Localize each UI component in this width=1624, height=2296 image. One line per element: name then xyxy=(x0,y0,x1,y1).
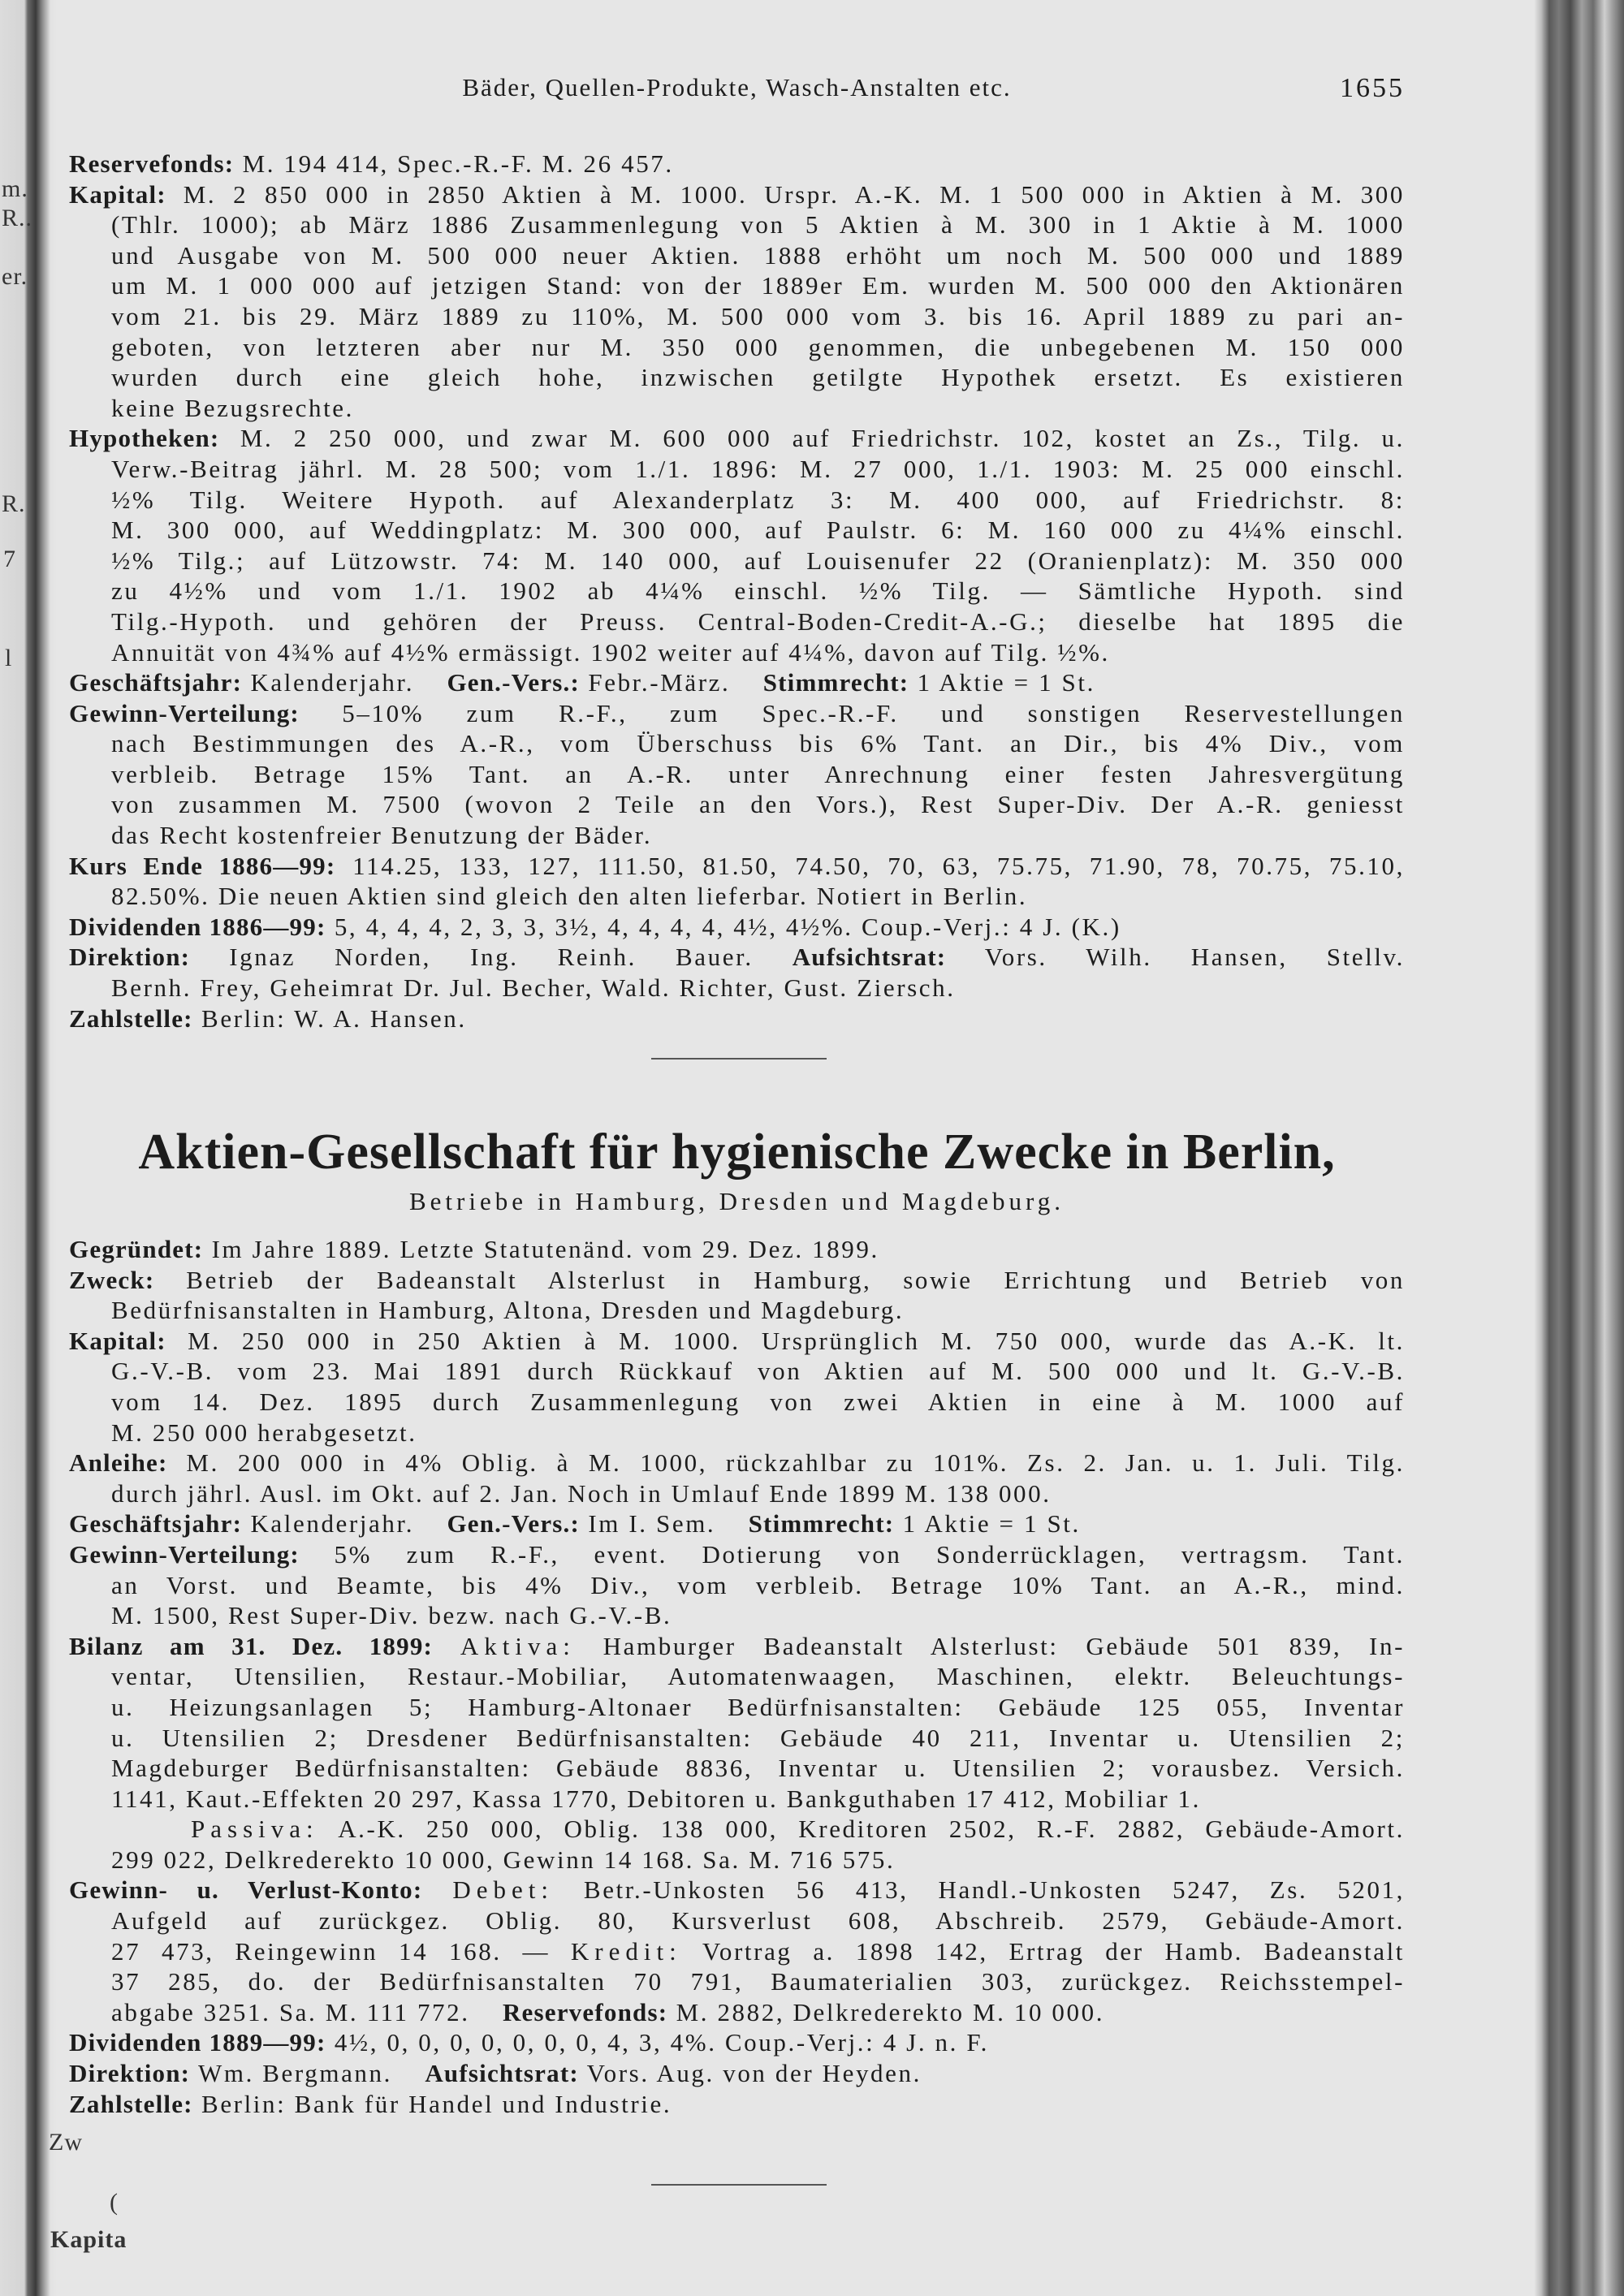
text-line xyxy=(69,1692,1405,1723)
entry-text: Febr.-März. xyxy=(580,668,739,697)
text-line xyxy=(69,393,1405,424)
text-line xyxy=(69,942,1405,973)
entry xyxy=(69,912,1405,943)
margin-fragment: ( xyxy=(110,2189,119,2216)
page-edge-right xyxy=(1535,0,1624,2296)
entry xyxy=(69,1265,1405,1326)
entry-text: Annuität von 4¾% auf 4½% ermässigt. 1902 weiter auf 4¼%, davon auf Tilg. ½%. xyxy=(111,637,1110,667)
text-line xyxy=(69,270,1405,301)
entry xyxy=(69,667,1405,698)
text-line xyxy=(69,423,1405,454)
entry-label: Dividenden 1889—99: xyxy=(69,2028,326,2057)
entry-text: M. 300 000, auf Weddingplatz: M. 300 000, auf Paulstr. 6: M. 160 000 zu 4¼% einschl. xyxy=(111,516,1405,545)
entry xyxy=(69,1003,1405,1034)
entry-label: Stimmrecht: xyxy=(748,1509,895,1539)
margin-fragment: m. xyxy=(2,175,28,202)
entry-text: M. 2882, Delkrederekto M. 10 000. xyxy=(667,1997,1105,2026)
entry xyxy=(69,179,1405,424)
entry-text: 1 Aktie = 1 St. xyxy=(909,668,1095,697)
entry-text: keine Bezugsrechte. xyxy=(111,393,355,422)
text-line xyxy=(69,1784,1405,1815)
entry-label: Kapital: xyxy=(69,1326,166,1355)
entry-text: Betrieb der Badeanstalt Alsterlust in Hamburg, sowie Errichtung und Betrieb von xyxy=(154,1265,1405,1294)
text-line xyxy=(69,1508,1405,1539)
entry-label: Dividenden 1886—99: xyxy=(69,912,326,941)
entry-label: Anleihe: xyxy=(69,1448,168,1478)
entry-text: verbleib. Betrage 15% Tant. an A.-R. unter Anrechnung einer festen Jahresvergütung xyxy=(111,759,1405,788)
entry-text: Berlin: Bank für Handel und Industrie. xyxy=(192,2089,672,2118)
margin-fragment: Kapita xyxy=(50,2226,127,2253)
text-line xyxy=(69,576,1405,606)
entry-text xyxy=(433,1632,460,1660)
text-line xyxy=(69,1661,1405,1692)
text-line xyxy=(69,546,1405,576)
text-line xyxy=(69,1295,1405,1326)
entry-text: 299 022, Delkrederekto 10 000, Gewinn 14 168. Sa. M. 716 575. xyxy=(111,1845,896,1874)
text-line xyxy=(69,485,1405,516)
text-line xyxy=(69,851,1405,882)
entry-label: Direktion: xyxy=(69,2059,191,2088)
entry-text: A.-K. 250 000, Oblig. 138 000, Kreditoren 2502, R.-F. 2882, Gebäude-Amort. xyxy=(318,1815,1405,1844)
text-line xyxy=(69,698,1405,729)
entry-label: Bilanz am 31. Dez. 1899: xyxy=(69,1631,434,1660)
entry-text: nach Bestimmungen des A.-R., vom Überschuss bis 6% Tant. an Dir., bis 4% Div., vom xyxy=(111,729,1405,758)
margin-fragment: R. xyxy=(2,490,26,517)
entry-text: M. 200 000 in 4% Oblig. à M. 1000, rückzahlbar zu 101%. Zs. 2. Jan. u. 1. Juli. Tilg. xyxy=(167,1448,1405,1478)
entry-text: vom 14. Dez. 1895 durch Zusammenlegung von zwei Aktien in eine à M. 1000 auf xyxy=(111,1387,1405,1416)
text-line xyxy=(69,1448,1405,1478)
entry-text: ½% Tilg. Weitere Hypoth. auf Alexanderplatz 3: M. 400 000, auf Friedrichstr. 8: xyxy=(111,485,1405,514)
text-line xyxy=(69,912,1405,943)
entry-text: 37 285, do. der Bedürfnisanstalten 70 791, Baumaterialien 303, zurückgez. Reichsstempel- xyxy=(111,1967,1405,1996)
entry-text: M. 250 000 in 250 Aktien à M. 1000. Ursprünglich M. 750 000, wurde das A.-K. lt. xyxy=(166,1326,1405,1355)
entry-label: Zahlstelle: xyxy=(69,2089,193,2118)
entry-text: und Ausgabe von M. 500 000 neuer Aktien. 1888 erhöht um noch M. 500 000 und 1889 xyxy=(111,240,1405,270)
entry-text: Hamburger Badeanstalt Alsterlust: Gebäude 501 839, In- xyxy=(575,1631,1406,1660)
text-line xyxy=(69,1387,1405,1418)
section-divider xyxy=(651,1058,827,1060)
entry-text: M. 2 850 000 in 2850 Aktien à M. 1000. Urspr. A.-K. M. 1 500 000 in Aktien à M. 300 xyxy=(166,179,1405,209)
text-line xyxy=(69,1723,1405,1754)
entry-text: Vors. Aug. von der Heyden. xyxy=(578,2059,922,2088)
text-line xyxy=(69,1265,1405,1296)
entry xyxy=(69,1875,1405,2027)
text-line xyxy=(69,362,1405,393)
text-line xyxy=(69,1600,1405,1631)
text-line xyxy=(69,1814,1405,1845)
text-line xyxy=(69,515,1405,546)
text-line xyxy=(69,1356,1405,1387)
entry-text: 5–10% zum R.-F., zum Spec.-R.-F. und sonstigen Reservestellungen xyxy=(299,698,1405,727)
entry-label: Reservefonds: xyxy=(69,149,235,178)
entry-label: Geschäftsjahr: xyxy=(69,668,243,697)
entry-label: Gen.-Vers.: xyxy=(447,1509,581,1539)
text-line xyxy=(69,240,1405,271)
text-line xyxy=(69,1875,1405,1905)
text-line xyxy=(69,149,1405,179)
entry-text: Vortrag a. 1898 142, Ertrag der Hamb. Badeanstalt xyxy=(681,1936,1405,1966)
entry xyxy=(69,2058,1405,2089)
entry-text: M. 250 000 herabgesetzt. xyxy=(111,1418,417,1447)
entry-text: an Vorst. und Beamte, bis 4% Div., vom verbleib. Betrage 10% Tant. an A.-R., mind. xyxy=(111,1570,1405,1599)
text-line xyxy=(69,1997,1405,2028)
entry-text: von zusammen M. 7500 (wovon 2 Teile an den Vors.), Rest Super-Div. Der A.-R. geniesst xyxy=(111,790,1405,819)
text-line xyxy=(69,1003,1405,1034)
entry-text: u. Heizungsanlagen 5; Hamburg-Altonaer Bedürfnisanstalten: Gebäude 125 055, Inventar xyxy=(111,1692,1405,1721)
page-number: 1655 xyxy=(1340,73,1405,103)
entry xyxy=(69,1631,1405,1875)
text-line xyxy=(69,301,1405,332)
spaced-label: Debet: xyxy=(452,1875,554,1905)
entry-text: 4½, 0, 0, 0, 0, 0, 0, 0, 4, 3, 4%. Coup.-Verj.: 4 J. n. F. xyxy=(326,2028,990,2057)
entry-label: Stimmrecht: xyxy=(762,668,909,697)
text-line xyxy=(69,1631,1405,1662)
section-previous-company xyxy=(69,149,1405,1034)
entry-text: Ignaz Norden, Ing. Reinh. Bauer. xyxy=(190,943,793,972)
entry-text: 5, 4, 4, 4, 2, 3, 3, 3½, 4, 4, 4, 4, 4½, 4½%. Coup.-Verj.: 4 J. (K.) xyxy=(326,912,1121,941)
text-line xyxy=(69,973,1405,1003)
entry-text: G.-V.-B. vom 23. Mai 1891 durch Rückkauf von Aktien auf M. 500 000 und lt. G.-V.-B. xyxy=(111,1357,1405,1386)
text-line xyxy=(69,789,1405,820)
entry xyxy=(69,149,1405,179)
entry xyxy=(69,2089,1405,2120)
entry-text: wurden durch eine gleich hohe, inzwischen getilgte Hypothek ersetzt. Es existieren xyxy=(111,363,1405,392)
entry-label: Gen.-Vers.: xyxy=(447,668,581,697)
text-line xyxy=(69,332,1405,363)
text-line xyxy=(69,1845,1405,1875)
entry-text: Kalenderjahr. xyxy=(242,668,423,697)
entry-text: das Recht kostenfreier Benutzung der Bäder. xyxy=(111,821,653,850)
entry-label: Gewinn-Verteilung: xyxy=(69,1539,300,1569)
entry-text: um M. 1 000 000 auf jetzigen Stand: von der 1889er Em. wurden M. 500 000 den Aktionären xyxy=(111,271,1405,300)
spaced-label: Aktiva: xyxy=(460,1631,576,1660)
entry-label: Aufsichtsrat: xyxy=(425,2059,579,2088)
entry xyxy=(69,1326,1405,1448)
spaced-label: Kredit: xyxy=(570,1936,682,1966)
entry-label: Kapital: xyxy=(69,179,166,209)
text-line xyxy=(69,667,1405,698)
entry-text xyxy=(422,1875,452,1904)
text-line xyxy=(69,881,1405,912)
margin-fragment: l xyxy=(5,645,13,671)
text-line xyxy=(69,1905,1405,1936)
text-line xyxy=(69,2058,1405,2089)
entry xyxy=(69,942,1405,1003)
text-line xyxy=(69,2027,1405,2058)
text-line xyxy=(69,209,1405,240)
entry xyxy=(69,1234,1405,1265)
entry-text: 1 Aktie = 1 St. xyxy=(894,1509,1081,1539)
text-line xyxy=(69,1936,1405,1967)
margin-fragment: Zw xyxy=(49,2129,83,2156)
margin-fragment: 7 xyxy=(3,546,16,572)
entry-text: ½% Tilg.; auf Lützowstr. 74: M. 140 000, auf Louisenufer 22 (Oranienplatz): M. 350 000 xyxy=(111,546,1405,575)
entry xyxy=(69,423,1405,667)
entry-text: Berlin: W. A. Hansen. xyxy=(192,1003,467,1033)
entry xyxy=(69,1508,1405,1539)
text-line xyxy=(69,820,1405,851)
entry-text: Kalenderjahr. xyxy=(242,1509,423,1539)
entry-label: Gewinn-Verteilung: xyxy=(69,698,300,727)
text-line xyxy=(69,759,1405,790)
entry xyxy=(69,2027,1405,2058)
entry-text: Wm. Bergmann. xyxy=(190,2059,401,2088)
text-line xyxy=(69,728,1405,759)
entry-text: Im Jahre 1889. Letzte Statutenänd. vom 29. Dez. 1899. xyxy=(203,1235,879,1263)
entry-text: geboten, von letzteren aber nur M. 350 000 genommen, die unbegebenen M. 150 000 xyxy=(111,332,1405,361)
entry xyxy=(69,851,1405,912)
text-line xyxy=(69,1478,1405,1509)
entry-text: Aufgeld auf zurückgez. Oblig. 80, Kursverlust 608, Abschreib. 2579, Gebäude-Amort. xyxy=(111,1906,1405,1936)
entry-text: 1141, Kaut.-Effekten 20 297, Kassa 1770, Debitoren u. Bankguthaben 17 412, Mobiliar 1. xyxy=(111,1784,1201,1813)
entry-label: Kurs Ende 1886—99: xyxy=(69,851,336,880)
entry-text: 114.25, 133, 127, 111.50, 81.50, 74.50, 70, 63, 75.75, 71.90, 78, 70.75, 75.10, xyxy=(335,851,1405,880)
entry-label: Gewinn- u. Verlust-Konto: xyxy=(69,1875,423,1905)
text-line xyxy=(69,1539,1405,1570)
entry-text: 82.50%. Die neuen Aktien sind gleich den alten lieferbar. Notiert in Berlin. xyxy=(111,882,1028,911)
entry-text: 5% zum R.-F., event. Dotierung von Sonderrücklagen, vertragsm. Tant. xyxy=(299,1539,1405,1569)
entry-text: (Thlr. 1000); ab März 1886 Zusammenlegung von 5 Aktien à M. 300 in 1 Aktie à M. 1000 xyxy=(111,210,1405,240)
spaced-label: Passiva: xyxy=(191,1815,319,1844)
entry-text: Bernh. Frey, Geheimrat Dr. Jul. Becher, Wald. Richter, Gust. Ziersch. xyxy=(111,973,956,1003)
entry-text: Magdeburger Bedürfnisanstalten: Gebäude 8836, Inventar u. Utensilien 2; vorausbez. Versich. xyxy=(111,1754,1405,1783)
company-subtitle: Betriebe in Hamburg, Dresden und Magdeburg. xyxy=(408,1187,1065,1215)
margin-fragment: er. xyxy=(2,263,28,290)
text-line xyxy=(69,2089,1405,2120)
entry-text: Im I. Sem. xyxy=(580,1509,724,1539)
margin-fragment: R.. xyxy=(2,205,33,231)
entry-text: Verw.-Beitrag jährl. M. 28 500; vom 1./1. 1896: M. 27 000, 1./1. 1903: M. 25 000 einschl. xyxy=(111,454,1405,483)
entry-text: M. 1500, Rest Super-Div. bezw. nach G.-V.-B. xyxy=(111,1601,672,1630)
entry-label: Geschäftsjahr: xyxy=(69,1509,243,1539)
entry xyxy=(69,1539,1405,1631)
entry-text: Vors. Wilh. Hansen, Stellv. xyxy=(946,943,1405,972)
text-line xyxy=(69,1753,1405,1784)
entry-text: abgabe 3251. Sa. M. 111 772. xyxy=(111,1997,478,2026)
entry-text: vom 21. bis 29. März 1889 zu 110%, M. 500 000 vom 3. bis 16. April 1889 zu pari an- xyxy=(111,301,1405,330)
text-line xyxy=(69,606,1405,637)
text-line xyxy=(69,179,1405,210)
text-line xyxy=(69,1326,1405,1357)
text-line xyxy=(69,1234,1405,1265)
entry-text: Betr.-Unkosten 56 413, Handl.-Unkosten 5247, Zs. 5201, xyxy=(553,1875,1406,1905)
entry-label: Zweck: xyxy=(69,1265,155,1294)
running-header xyxy=(69,73,1405,109)
text-line xyxy=(69,1418,1405,1448)
entry-text: M. 2 250 000, und zwar M. 600 000 auf Friedrichstr. 102, kostet an Zs., Tilg. u. xyxy=(219,424,1405,453)
entry xyxy=(69,698,1405,851)
entry xyxy=(69,1448,1405,1508)
company-title: Aktien-Gesellschaft für hygienische Zwecke in Berlin, xyxy=(138,1124,1336,1180)
entry-label: Zahlstelle: xyxy=(69,1003,193,1033)
entry-label: Aufsichtsrat: xyxy=(792,943,947,972)
text-line xyxy=(69,637,1405,668)
text-line xyxy=(69,1570,1405,1601)
text-line xyxy=(69,454,1405,485)
entry-text: durch jährl. Ausl. im Okt. auf 2. Jan. Noch in Umlauf Ende 1899 M. 138 000. xyxy=(111,1478,1052,1508)
entry-text: M. 194 414, Spec.-R.-F. M. 26 457. xyxy=(234,149,674,178)
entry-label: Reservefonds: xyxy=(502,1997,668,2026)
entry-text: Tilg.-Hypoth. und gehören der Preuss. Central-Boden-Credit-A.-G.; dieselbe hat 1895 die xyxy=(111,606,1405,636)
text-line xyxy=(69,1966,1405,1997)
entry-text: zu 4½% und vom 1./1. 1902 ab 4¼% einschl. ½% Tilg. — Sämtliche Hypoth. sind xyxy=(111,576,1405,606)
running-header-title: Bäder, Quellen-Produkte, Wasch-Anstalten etc. xyxy=(462,73,1012,101)
entry-text: 27 473, Reingewinn 14 168. — xyxy=(111,1936,571,1966)
entry-text: ventar, Utensilien, Restaur.-Mobiliar, Automatenwaagen, Maschinen, elektr. Beleuchtungs- xyxy=(111,1662,1405,1691)
page-binding-edge-left xyxy=(0,0,57,2296)
entry-label: Direktion: xyxy=(69,943,191,972)
entry-text: Bedürfnisanstalten in Hamburg, Altona, Dresden und Magdeburg. xyxy=(111,1296,905,1325)
entry-text: u. Utensilien 2; Dresdener Bedürfnisanstalten: Gebäude 40 211, Inventar u. Utensilien 2; xyxy=(111,1723,1405,1752)
entry-label: Gegründet: xyxy=(69,1235,204,1263)
section-company-entry xyxy=(69,1234,1405,2119)
entry-label: Hypotheken: xyxy=(69,424,220,453)
section-divider xyxy=(651,2184,827,2186)
